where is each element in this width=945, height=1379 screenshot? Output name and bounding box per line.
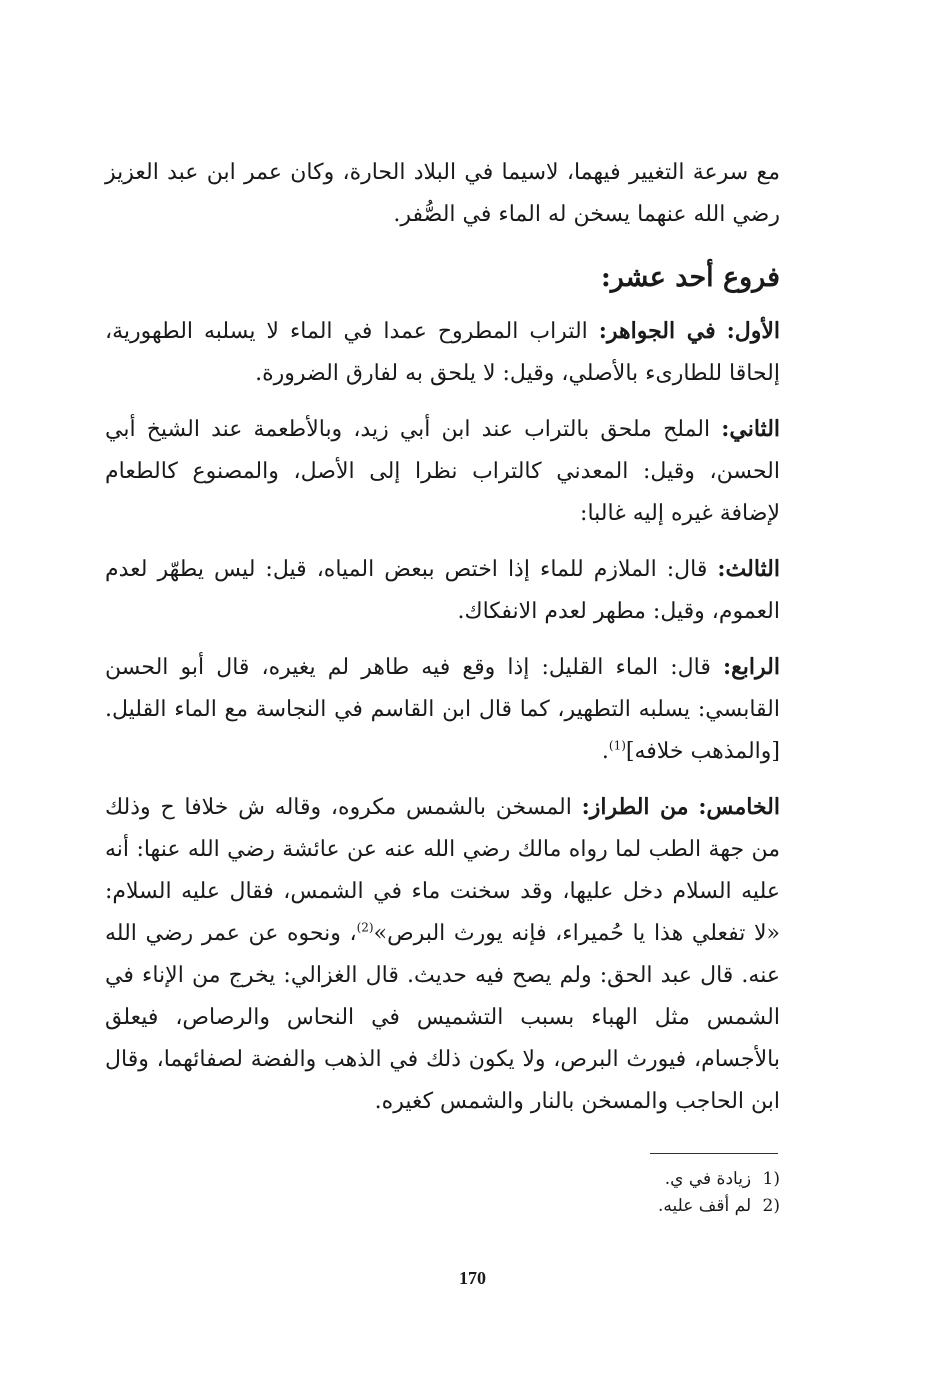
item-fifth [105,786,780,1123]
item-label: الثاني: [721,416,781,442]
numbered-items [105,310,780,1136]
item-label: الخامس: [698,794,780,820]
item-label: الأول: [726,318,780,344]
footnote-text: لم أقف عليه. [657,1196,752,1216]
item-label: الثالث: [717,556,780,582]
item-text: قال: الماء القليل: إذا وقع فيه طاهر لم يغيره، قال أبو الحسن القابسي: يسلبه التطهير، كما قال ابن القاسم في النجاسة مع الماء القليل. [والمذهب خلافه] [105,655,780,764]
footnote-item [500,1193,780,1220]
item-text-after: . [601,739,609,764]
item-source: في الجواهر: [598,318,716,344]
footnotes [500,1166,780,1220]
item-third [105,548,780,633]
footnote-number: 1) [762,1169,780,1189]
intro-paragraph: مع سرعة التغيير فيهما، لاسيما في البلاد الحارة، وكان عمر ابن عبد العزيز رضي الله عنهما يسخن له الماء في الصُّفر. [105,160,780,227]
section-heading: فروع أحد عشر: [600,262,780,293]
footnote-item [500,1166,780,1193]
footnote-divider [650,1153,778,1154]
item-text-after: ، ونحوه عن عمر رضي الله عنه. قال عبد الحق: ولم يصح فيه حديث. قال الغزالي: يخرج من الإناء في الشمس مثل الهباء بسبب التشميس في النحاس والرصاص، فيعلق بالأجسام، فيورث البرص، ولا يكون ذلك في الذهب والفضة لصفائهما، وقال ابن الحاجب والمسخن بالنار والشمس كغيره. [105,921,780,1114]
footnote-number: 2) [762,1196,780,1216]
item-first [105,310,780,395]
item-fourth [105,646,780,773]
item-text: الملح ملحق بالتراب عند ابن أبي زيد، وبالأطعمة عند الشيخ أبي الحسن، وقيل: المعدني كالتراب نظرا إلى الأصل، والمصنوع كالطعام لإضافة غيره إليه غالبا: [105,417,780,526]
footnote-ref[interactable]: (1) [608,738,626,753]
item-second [105,408,780,535]
item-text: التراب المطروح عمدا في الماء لا يسلبه الطهورية، إلحاقا للطارىء بالأصلي، وقيل: لا يلحق به لفارق الضرورة. [105,319,780,386]
item-label: الرابع: [722,654,780,680]
item-source: من الطراز: [581,794,689,820]
item-text: المسخن بالشمس مكروه، وقاله ش خلافا ح وذلك من جهة الطب لما رواه مالك رضي الله عنه عن عائشة رضي الله عنها: أنه عليه السلام دخل عليها، وقد سخنت ماء في الشمس، فقال عليه السلام: «لا تفعلي هذا يا حُميراء، فإنه يورث البرص» [105,795,780,946]
footnote-text: زيادة في ي. [664,1169,752,1189]
page-number: 170 [459,1268,486,1288]
footnote-ref[interactable]: (2) [356,920,374,935]
item-text: قال: الملازم للماء إذا اختص ببعض المياه، قيل: ليس يطهّر لعدم العموم، وقيل: مطهر لعدم الانفكاك. [105,557,780,624]
